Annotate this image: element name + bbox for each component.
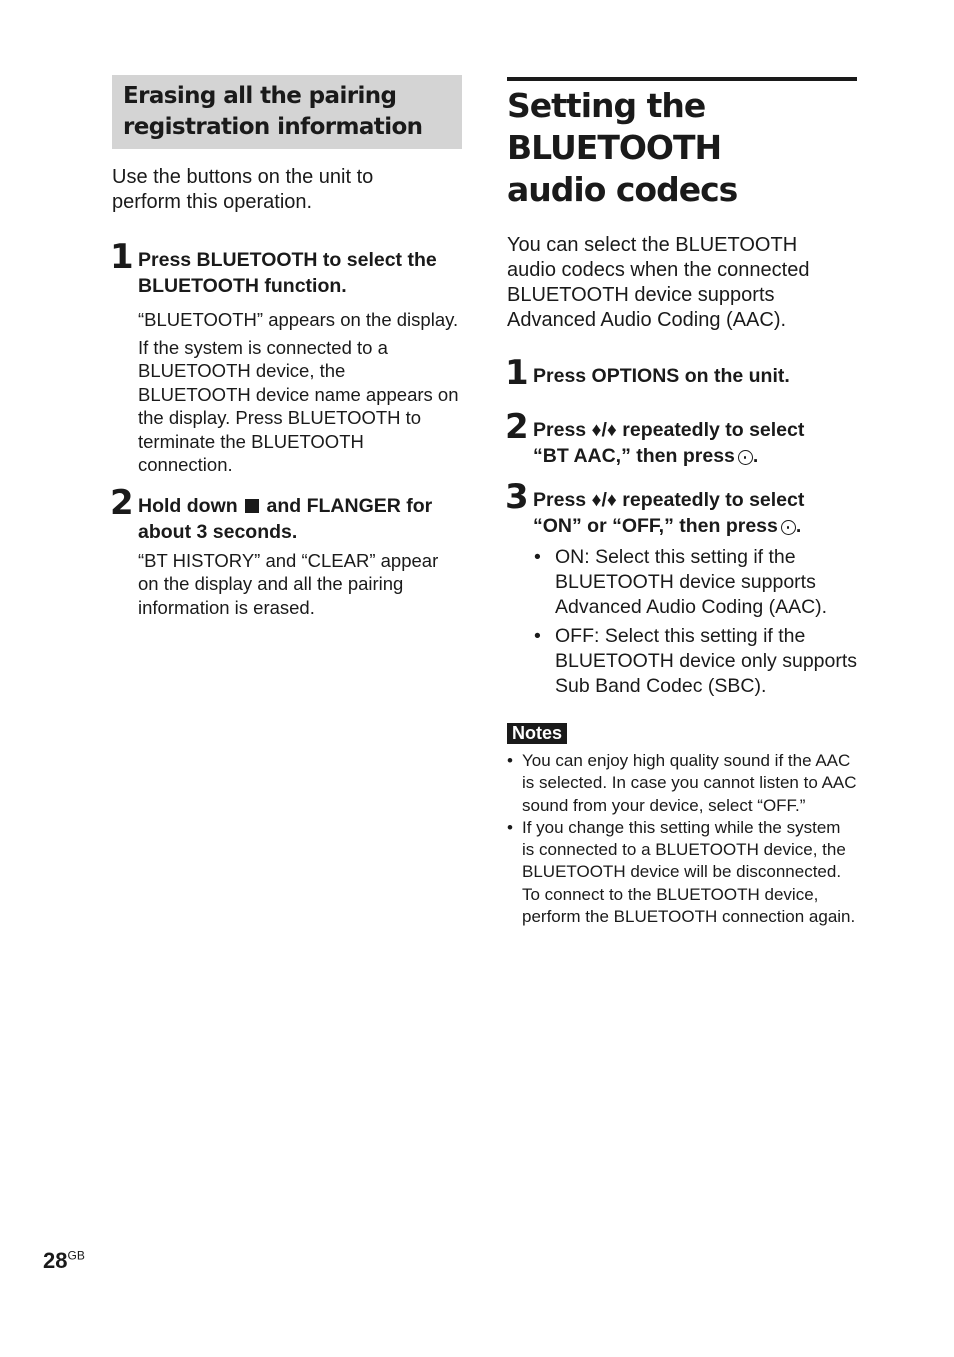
step-paragraph-1: “BT HISTORY” and “CLEAR” appear on the display and all the pairing information is erased. (138, 549, 439, 618)
step-title: Press OPTIONS on the unit. (533, 365, 790, 387)
heading-line-1: Erasing all the pairing (123, 83, 397, 109)
step-title-line-2: about 3 seconds. (138, 520, 298, 543)
note-item: • You can enjoy high quality sound if the AAC is selected. In case you cannot listen to AAC sound from your device, select “OFF.” (507, 750, 857, 817)
intro-line-2: perform this operation. (112, 191, 313, 213)
step-number: 1 (110, 237, 134, 277)
intro-line-1: You can select the BLUETOOTH (507, 234, 798, 256)
step-1 (505, 353, 857, 393)
note-item: • If you change this setting while the system is connected to a BLUETOOTH device, the BLUETOOTH device will be disconnected. To connect to the BLUETOOTH device, perform the BLUETOOTH connection again. (507, 817, 857, 928)
step-title-line-1 (138, 493, 462, 519)
title-part-a: Hold down (138, 494, 238, 517)
step-1 (110, 237, 462, 477)
step-title (533, 487, 857, 539)
step-title-line-1: Press ♦/♦ repeatedly to select (533, 489, 805, 511)
step-title-line-2: “BT AAC,” then press . (533, 445, 759, 467)
title-line-2: audio codecs (507, 170, 738, 209)
notes-label: Notes (507, 723, 567, 744)
intro-line-1: Use the buttons on the unit to (112, 166, 374, 188)
step-number: 2 (110, 482, 134, 523)
option-list (533, 545, 857, 699)
step-title (138, 493, 462, 545)
page-number-suffix: GB (67, 1248, 85, 1263)
step-3 (505, 477, 858, 699)
intro-text (112, 165, 462, 215)
step-paragraph-2: If the system is connected to a BLUETOOTH device, the BLUETOOTH device name appears on the display. Press BLUETOOTH to terminate the BLUETOOTH connection. (138, 336, 459, 475)
page-title (507, 77, 857, 211)
page-number (43, 1248, 85, 1274)
step-title-line-1: Press BLUETOOTH to select the (138, 249, 437, 271)
section-heading (112, 75, 462, 149)
left-column (112, 75, 462, 623)
step-number: 1 (505, 353, 529, 393)
title-line-1: Setting the BLUETOOTH (507, 86, 722, 167)
notes-list (507, 750, 857, 928)
step-title-line-2: “ON” or “OFF,” then press . (533, 515, 802, 537)
step-number: 3 (505, 477, 529, 517)
intro-line-3: BLUETOOTH device supports (507, 284, 775, 306)
step-title (533, 417, 857, 469)
stop-icon (245, 499, 259, 513)
intro-line-4: Advanced Audio Coding (AAC). (507, 309, 787, 331)
enter-button-icon (781, 520, 796, 535)
step-number: 2 (505, 407, 529, 447)
enter-button-icon (738, 450, 753, 465)
step-title (138, 247, 462, 299)
title-part-b: and FLANGER for (266, 494, 433, 517)
intro-line-2: audio codecs when the connected (507, 259, 810, 281)
step-paragraph-1: “BLUETOOTH” appears on the display. (138, 309, 459, 330)
heading-line-2: registration information (123, 114, 423, 140)
step-title-line-2: BLUETOOTH function. (138, 275, 347, 297)
page-number-value: 28 (43, 1248, 68, 1273)
list-item: • ON: Select this setting if the BLUETOOTH device supports Advanced Audio Coding (AAC). (533, 545, 857, 620)
step-2 (110, 482, 462, 620)
title-part-b: “BT AAC,” then press (533, 445, 735, 467)
step-2 (505, 407, 857, 469)
title-part-b: “ON” or “OFF,” then press (533, 515, 778, 537)
right-column (507, 77, 857, 928)
step-body (138, 549, 462, 620)
step-title-line-1: Press ♦/♦ repeatedly to select (533, 419, 805, 441)
step-body (138, 308, 462, 477)
intro-text (507, 233, 857, 333)
list-item: • OFF: Select this setting if the BLUETOOTH device only supports Sub Band Codec (SBC). (533, 624, 857, 699)
